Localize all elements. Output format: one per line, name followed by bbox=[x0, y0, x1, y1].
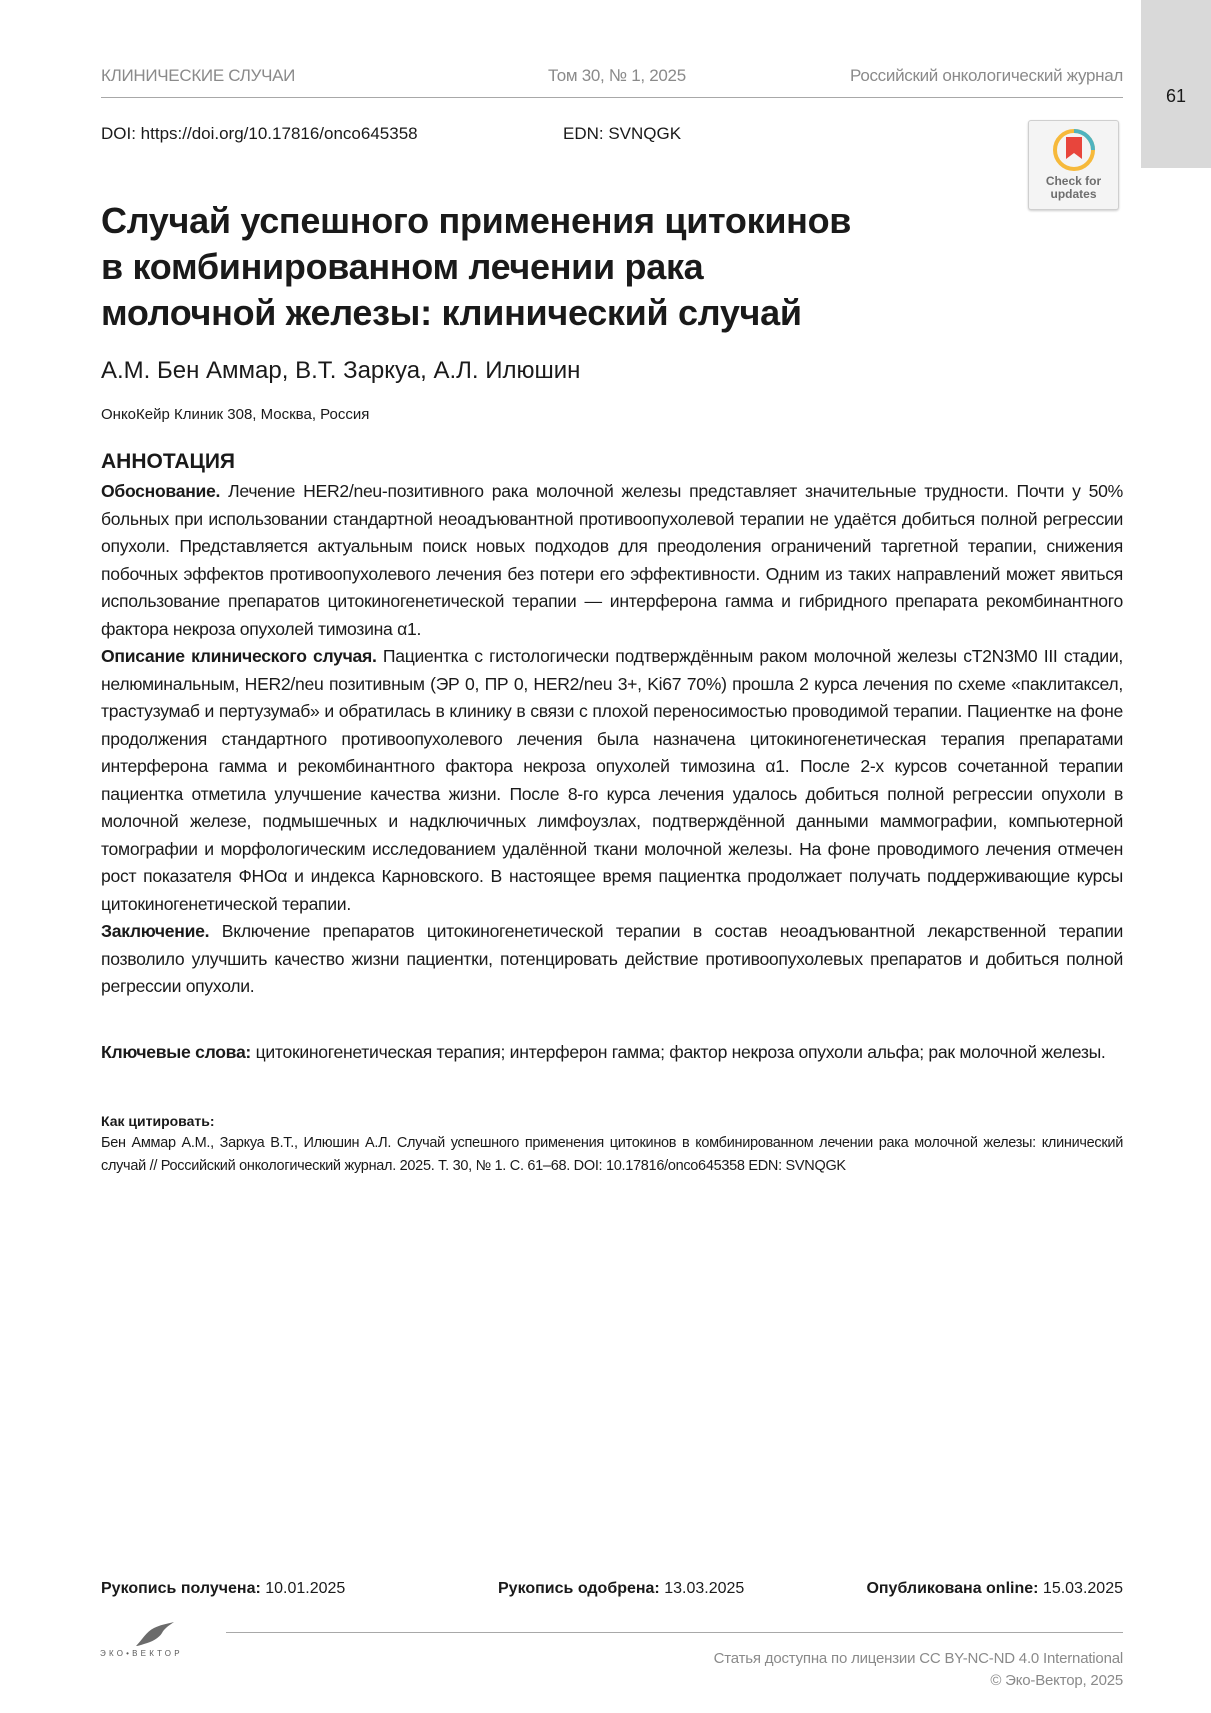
doi-link[interactable]: DOI: https://doi.org/10.17816/onco645358 bbox=[101, 124, 418, 143]
case-label: Описание клинического случая. bbox=[101, 646, 377, 666]
accepted-label: Рукопись одобрена: bbox=[498, 1580, 660, 1597]
keywords-label: Ключевые слова: bbox=[101, 1042, 251, 1062]
crossmark-icon bbox=[1051, 127, 1097, 173]
article-authors: А.М. Бен Аммар, В.Т. Заркуа, А.Л. Илюшин bbox=[101, 357, 581, 384]
accepted-date bbox=[498, 1580, 744, 1598]
license-line: Статья доступна по лицензии CC BY-NC-ND 4.0 International bbox=[713, 1650, 1123, 1667]
article-title: Случай успешного применения цитокинов в комбинированном лечении рака молочной железы: клинический случай bbox=[101, 200, 852, 333]
abstract-background bbox=[101, 478, 1123, 643]
case-text: Пациентка с гистологически подтверждённым раком молочной железы cT2N3M0 III стадии, нелюминальным, HER2/neu позитивным (ЭР 0, ПР 0, HER2/neu 3+, Ki67 70%) прошла 2 курса лечения по схеме «паклитаксел, трастузумаб и пертузумаб» и обратилась в клинику в связи с плохой переносимостью проводимой терапии. Пациентке на фоне продолжения стандартного противоопухолевого лечения была назначена цитокиногенетическая терапия препаратами интерферона гамма и рекомбинантного фактора некроза опухолей тимозина α1. После 2-х курсов сочетанной терапии пациентка отметила улучшение качества жизни. После 8-го курса лечения удалось добиться полной регрессии опухоли в молочной железе, подмышечных и надключичных лимфоузлах, подтверждённой данными маммографии, компьютерной томографии и морфологическим исследованием удалённой ткани молочной железы. На фоне проводимого лечения отмечен рост показателя ФНОα и индекса Карновского. В настоящее время пациентка продолжает получать поддерживающие курсы цитокиногенетической терапии. bbox=[101, 646, 1123, 914]
manuscript-dates bbox=[101, 1580, 1123, 1604]
running-header-journal: Российский онкологический журнал bbox=[850, 66, 1123, 85]
published-value: 15.03.2025 bbox=[1038, 1580, 1123, 1597]
background-label: Обоснование. bbox=[101, 481, 221, 501]
conclusion-text: Включение препаратов цитокиногенетической терапии в состав неоадъювантной лекарственной терапии позволило улучшить качество жизни пациентки, потенцировать действие противоопухолевых препаратов и добиться полной регрессии опухоли. bbox=[101, 921, 1123, 996]
check-for-updates-badge[interactable] bbox=[1028, 120, 1119, 210]
running-header bbox=[101, 66, 1123, 92]
publisher-logo bbox=[100, 1620, 210, 1660]
running-header-issue: Том 30, № 1, 2025 bbox=[548, 66, 686, 85]
abstract-case bbox=[101, 643, 1123, 918]
footer-divider bbox=[226, 1632, 1123, 1633]
running-header-section: КЛИНИЧЕСКИЕ СЛУЧАИ bbox=[101, 66, 296, 85]
check-label-line1: Check for bbox=[1045, 174, 1102, 188]
published-label: Опубликована online: bbox=[866, 1580, 1039, 1597]
keywords bbox=[101, 1039, 1123, 1067]
page-number: 61 bbox=[1165, 86, 1187, 106]
bird-icon bbox=[132, 1620, 178, 1648]
published-date bbox=[866, 1580, 1123, 1598]
publisher-name: ЭКО•ВЕКТОР bbox=[100, 1649, 183, 1658]
received-label: Рукопись получена: bbox=[101, 1580, 261, 1597]
page-number-tab bbox=[1141, 0, 1211, 168]
citation-label: Как цитировать: bbox=[101, 1113, 215, 1129]
annotation-heading: АННОТАЦИЯ bbox=[101, 450, 236, 473]
copyright-line: © Эко-Вектор, 2025 bbox=[990, 1672, 1123, 1689]
keywords-text: цитокиногенетическая терапия; интерферон гамма; фактор некроза опухоли альфа; рак молочной железы. bbox=[251, 1042, 1106, 1062]
accepted-value: 13.03.2025 bbox=[659, 1580, 745, 1597]
check-for-updates-label bbox=[1029, 175, 1118, 201]
license-notice bbox=[714, 1648, 1123, 1692]
edn-code: EDN: SVNQGK bbox=[563, 124, 682, 143]
citation-text: Бен Аммар А.М., Заркуа В.Т., Илюшин А.Л. Случай успешного применения цитокинов в комбинированном лечении рака молочной железы: клинический случай // Российский онкологический журнал. 2025. Т. 30, № 1. С. 61–68. DOI: 10.17816/onco645358 EDN: SVNQGK bbox=[101, 1135, 1123, 1174]
received-value: 10.01.2025 bbox=[260, 1580, 346, 1597]
received-date bbox=[101, 1580, 345, 1598]
abstract-conclusion bbox=[101, 918, 1123, 1001]
header-divider bbox=[101, 97, 1123, 98]
author-affiliation: ОнкоКейр Клиник 308, Москва, Россия bbox=[101, 406, 370, 423]
background-text: Лечение HER2/neu-позитивного рака молочной железы представляет значительные трудности. Почти у 50% больных при использовании стандартной неоадъювантной противоопухолевой терапии не удаётся добиться полной регрессии опухоли. Представляется актуальным поиск новых подходов для преодоления ограничений таргетной терапии, снижения побочных эффектов противоопухолевого лечения без потери его эффективности. Одним из таких направлений может явиться использование препаратов цитокиногенетической терапии — интерферона гамма и гибридного препарата рекомбинантного фактора некроза опухолей тимозина α1. bbox=[101, 481, 1123, 639]
conclusion-label: Заключение. bbox=[101, 921, 210, 941]
check-label-line2: updates bbox=[1050, 187, 1097, 201]
abstract-body bbox=[101, 478, 1123, 1001]
